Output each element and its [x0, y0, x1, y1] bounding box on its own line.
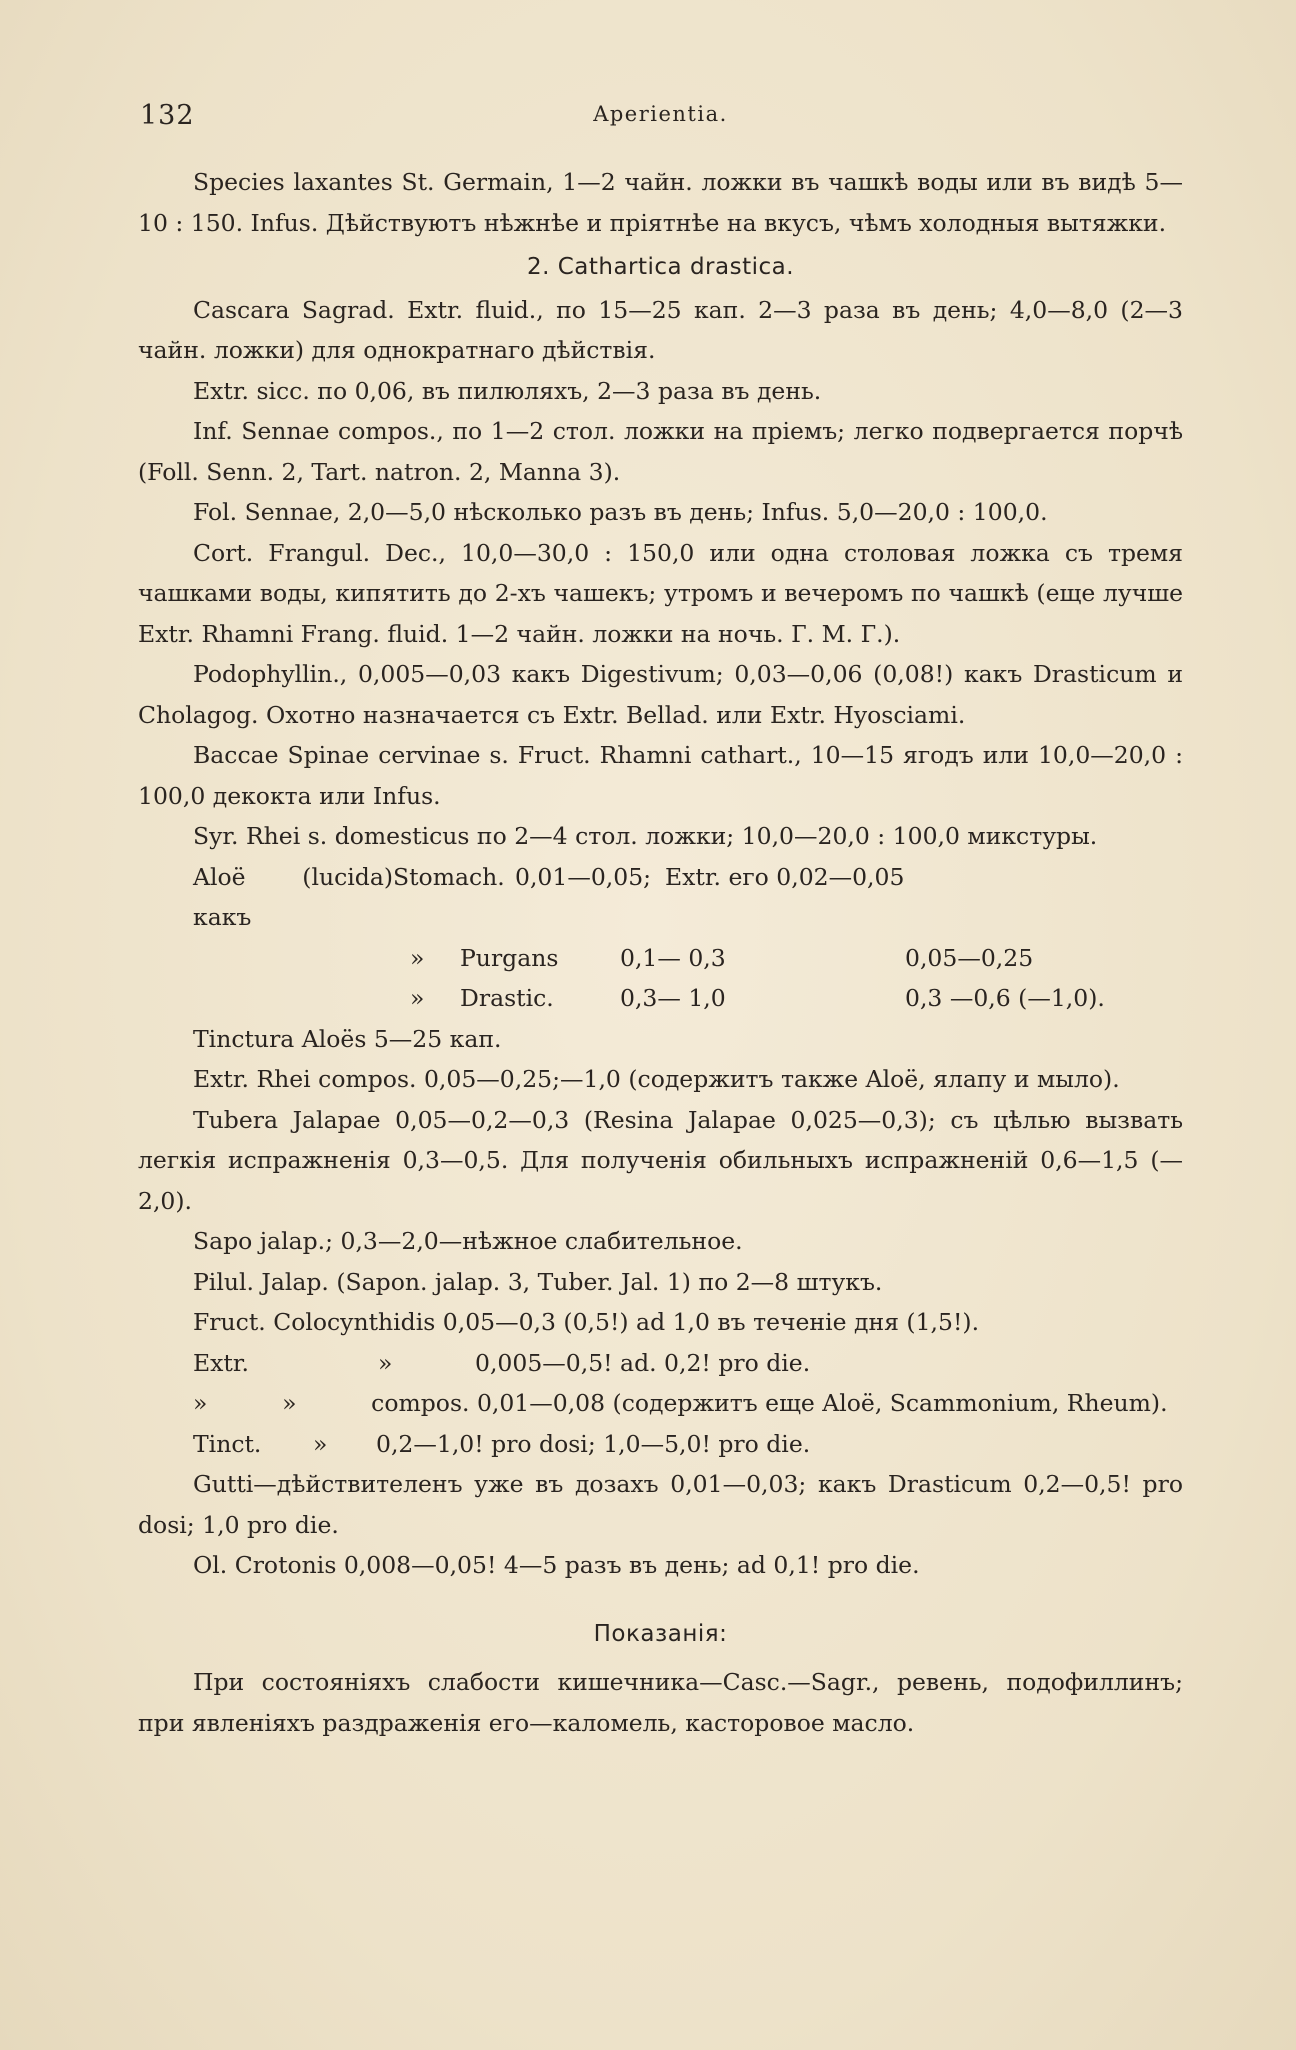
- entry-syr-rhei: Syr. Rhei s. domesticus по 2—4 стол. ложки; 10,0—20,0 : 100,0 микстуры.: [193, 822, 1098, 850]
- aloe-cell: Purgans: [460, 943, 559, 972]
- entry-extr-rhei: Extr. Rhei compos. 0,05—0,25;—1,0 (содержитъ также Aloë, ялапу и мыло).: [193, 1065, 1120, 1093]
- entry-sapo-jalap: Sapo jalap.; 0,3—2,0—нѣжное слабительное.: [193, 1227, 743, 1255]
- aloe-cell: 0,01—0,05;: [515, 862, 652, 891]
- entry-inf-sennae: Inf. Sennae compos., по 1—2 стол. ложки на пріемъ; легко подвергается порчѣ (Foll. Senn. 2, Tart. natron. 2, Manna 3).: [138, 417, 1183, 486]
- aloe-cell: 0,3 —0,6 (—1,0).: [905, 984, 1105, 1012]
- paragraph-indications: При состояніяхъ слабости кишечника—Casc.—Sagr., ревень, подофиллинъ; при явленіяхъ раздраженія его—каломель, касторовое масло.: [138, 1668, 1183, 1737]
- paragraph-species: Species laxantes St. Germain, 1—2 чайн. ложки въ чашкѣ воды или въ видѣ 5—10 : 150. Infus. Дѣйствуютъ нѣжнѣе и пріятнѣе на вкусъ, чѣмъ холодныя вытяжки.: [138, 168, 1183, 237]
- section-heading-cathartica: 2. Cathartica drastica.: [526, 254, 795, 280]
- ditto-mark: »: [378, 1348, 393, 1377]
- aloe-cell: Drastic.: [460, 984, 554, 1012]
- entry-fruct-colocynthidis: Fruct. Colocynthidis 0,05—0,3 (0,5!) ad 1,0 въ теченіе дня (1,5!).: [193, 1308, 980, 1336]
- entry-tinctura-aloes: Tinctura Aloës 5—25 кап.: [193, 1024, 502, 1053]
- entry-podophyllin: Podophyllin., 0,005—0,03 какъ Digestivum; 0,03—0,06 (0,08!) какъ Drasticum и Cholagog. Охотно назначается съ Extr. Bellad. или Extr. Hyosciami.: [138, 660, 1183, 729]
- entry-baccae: Baccae Spinae cervinae s. Fruct. Rhamni cathart., 10—15 ягодъ или 10,0—20,0 : 100,0 декокта или Infus.: [138, 741, 1183, 810]
- page-number: 132: [140, 100, 195, 131]
- aloe-cell: »: [410, 984, 425, 1012]
- aloe-cell: Extr. его 0,02—0,05: [665, 862, 905, 891]
- page-header: [140, 100, 1181, 140]
- entry-cascara: Cascara Sagrad. Extr. fluid., по 15—25 кап. 2—3 раза въ день; 4,0—8,0 (2—3 чайн. ложки) для однократнаго дѣйствія.: [138, 295, 1183, 364]
- entry-cort-frangul: Cort. Frangul. Dec., 10,0—30,0 : 150,0 или одна столовая ложка съ тремя чашками воды, кипятить до 2-хъ чашекъ; утромъ и вечеромъ по чашкѣ (еще лучше Extr. Rhamni Frang. fluid. 1—2 чайн. ложки на ночь. Г. М. Г.).: [138, 538, 1183, 648]
- entry-extr-colocynth: [138, 1343, 1183, 1384]
- aloe-cell: 0,05—0,25: [905, 943, 1034, 972]
- extr-dose: 0,005—0,5! ad. 0,2! pro die.: [475, 1348, 811, 1377]
- entry-tubera-jalapae: Tubera Jalapae 0,05—0,2—0,3 (Resina Jalapae 0,025—0,3); съ цѣлью вызвать легкія испражненія 0,3—0,5. Для полученія обильныхъ испражненій 0,6—1,5 (—2,0).: [138, 1105, 1183, 1215]
- entry-pilul-jalap: Pilul. Jalap. (Sapon. jalap. 3, Tuber. Jal. 1) по 2—8 штукъ.: [193, 1267, 883, 1296]
- entry-compos: » » compos. 0,01—0,08 (содержитъ еще Aloë, Scammonium, Rheum).: [193, 1389, 1168, 1417]
- running-head: Aperientia.: [593, 102, 728, 126]
- page-body: [138, 162, 1183, 1743]
- aloe-cell: Aloë (lucida) какъ: [193, 862, 393, 931]
- aloe-table: [138, 857, 1183, 1019]
- section-heading-indications: Показанія:: [593, 1620, 728, 1647]
- tinct-label: Tinct.: [193, 1429, 262, 1458]
- aloe-row: [138, 978, 1183, 1019]
- ditto-mark: »: [313, 1429, 328, 1458]
- aloe-cell: 0,3— 1,0: [620, 984, 726, 1012]
- aloe-cell: Stomach.: [393, 862, 505, 891]
- entry-extr-sicc: Extr. sicc. по 0,06, въ пилюляхъ, 2—3 раза въ день.: [193, 376, 822, 405]
- aloe-cell: »: [410, 943, 425, 972]
- tinct-dose: 0,2—1,0! pro dosi; 1,0—5,0! pro die.: [376, 1429, 811, 1458]
- entry-fol-sennae: Fol. Sennae, 2,0—5,0 нѣсколько разъ въ день; Infus. 5,0—20,0 : 100,0.: [193, 498, 1048, 526]
- entry-tinct-colocynth: [138, 1424, 1183, 1465]
- entry-gutti: Gutti—дѣйствителенъ уже въ дозахъ 0,01—0,03; какъ Drasticum 0,2—0,5! pro dosi; 1,0 pro die.: [138, 1470, 1183, 1539]
- extr-label: Extr.: [193, 1348, 249, 1377]
- aloe-row: [138, 938, 1183, 979]
- aloe-cell: 0,1— 0,3: [620, 943, 726, 972]
- aloe-row: [138, 857, 1183, 938]
- entry-ol-crotonis: Ol. Crotonis 0,008—0,05! 4—5 разъ въ день; ad 0,1! pro die.: [193, 1551, 920, 1579]
